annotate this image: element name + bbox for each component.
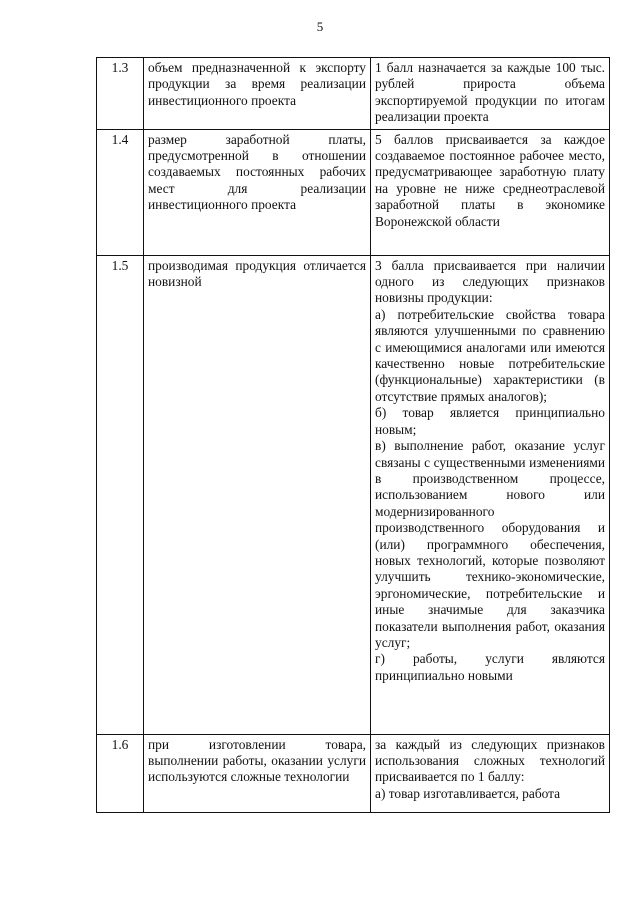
score-item-g: г) работы, услуги являются принципиально новыми [375,651,605,683]
score-cell [371,255,610,734]
table-row [97,58,610,130]
score-cell: 5 баллов присваивается за каждое создаваемое постоянное рабочее место, предусматривающее заработную плату на уровне не ниже среднеотраслевой заработной платы в экономике Воронежской области [371,129,610,255]
score-item-a: а) товар изготавливается, работа [375,785,561,801]
criterion-cell: объем предназначенной к экспорту продукции за время реализации инвестиционного проекта [144,58,371,130]
score-item-b: б) товар является принципиально новым; [375,405,605,437]
page-number: 5 [316,19,324,34]
score-intro: 3 балла присваивается при наличии одного из следующих признаков новизны продукции: [375,257,605,306]
criterion-cell: производимая продукция отличается новизной [144,255,371,734]
row-number: 1.4 [97,129,144,255]
score-item-a: а) потребительские свойства товара являются улучшенными по сравнению с имеющимися аналогами или имеются качественно новые потребительские (функциональные) характеристики (в отсутствие прямых аналогов); [375,306,605,404]
table-row [97,255,610,734]
criterion-cell: размер заработной платы, предусмотренной в отношении создаваемых постоянных рабочих мест для реализации инвестиционного проекта [144,129,371,255]
table-row [97,734,610,812]
score-cell: 1 балл назначается за каждые 100 тыс. рублей прироста объема экспортируемой продукции по итогам реализации проекта [371,58,610,130]
criterion-cell: при изготовлении товара, выполнении работы, оказании услуги используются сложные технологии [144,734,371,812]
row-number: 1.5 [97,255,144,734]
row-number: 1.6 [97,734,144,812]
criteria-table [96,57,610,813]
score-item-v: в) выполнение работ, оказание услуг связаны с существенными изменениями в производственном процессе, использованием нового или модернизированного производственного оборудования и (или) программного обеспечения, новых технологий, которые позволяют улучшить технико-экономические, эргономические, потребительские и иные значимые для заказчика показатели выполнения работ, оказания услуг; [375,438,605,650]
score-intro: за каждый из следующих признаков использования сложных технологий присваивается по 1 баллу: [375,736,605,785]
row-number: 1.3 [97,58,144,130]
score-cell [371,734,610,812]
table-row [97,129,610,255]
